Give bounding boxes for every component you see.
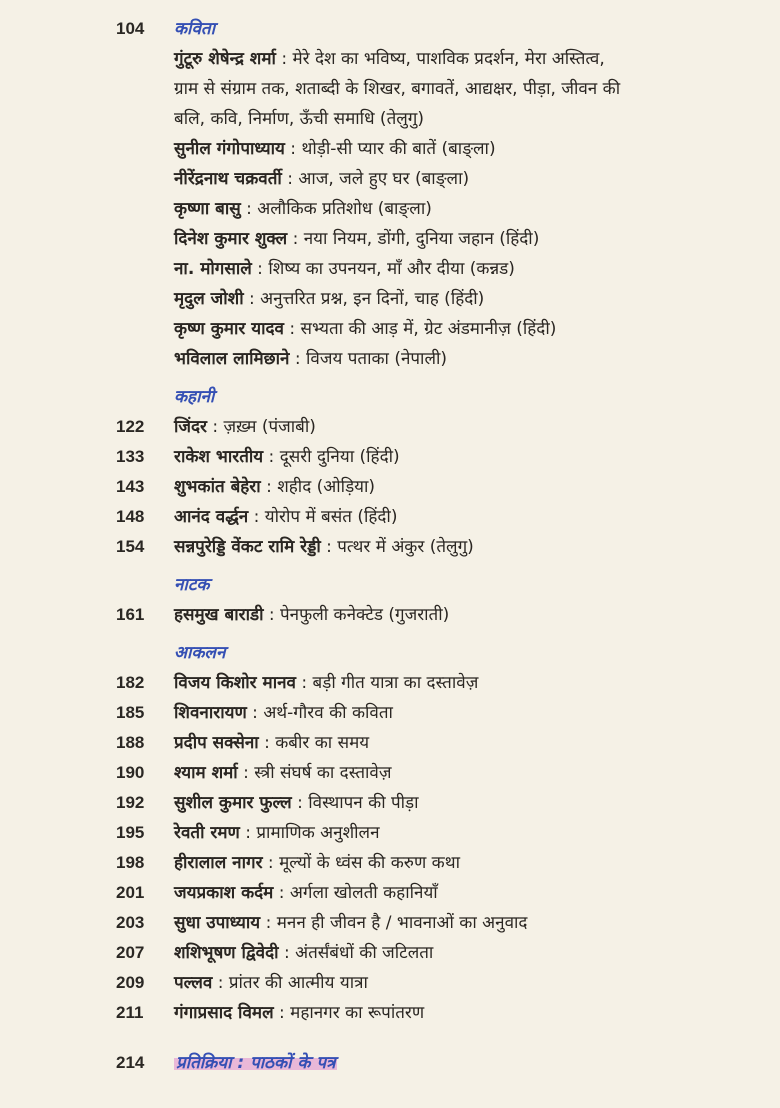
section-heading-row [0, 570, 780, 600]
toc-entry [0, 412, 780, 442]
author-name: शिवनारायण [174, 703, 247, 723]
work-titles: विस्थापन की पीड़ा [308, 793, 419, 813]
work-titles: प्रांतर की आत्मीय यात्रा [228, 973, 368, 993]
entry-text [174, 314, 634, 344]
work-titles: सभ्यता की आड़ में, ग्रेट अंडमानीज़ (हिंदी) [300, 319, 557, 339]
author-name: गंगाप्रसाद विमल [174, 1003, 274, 1023]
toc-entry [0, 878, 780, 908]
toc-entry [0, 938, 780, 968]
page-number: 195 [116, 823, 145, 842]
toc-entry [0, 908, 780, 938]
entry-text [174, 134, 634, 164]
section-heading-row [0, 638, 780, 668]
page-number: 201 [116, 883, 145, 902]
work-titles: अर्थ-गौरव की कविता [263, 703, 393, 723]
toc-entry [0, 698, 780, 728]
section-heading-row [0, 382, 780, 412]
author-name: जिंदर [174, 417, 207, 437]
toc-entry [0, 788, 780, 818]
toc-entry [0, 344, 780, 374]
toc-entry [0, 254, 780, 284]
entry-text [174, 968, 634, 998]
toc-entry [0, 998, 780, 1028]
toc-section [0, 14, 780, 374]
toc-entry [0, 224, 780, 254]
separator: : [281, 169, 299, 189]
author-name: हीरालाल नागर [174, 853, 263, 873]
author-name: शुभकांत बेहेरा [174, 477, 261, 497]
work-titles: नया नियम, डोंगी, दुनिया जहान (हिंदी) [303, 229, 540, 249]
entry-text [174, 472, 634, 502]
toc-entry [0, 728, 780, 758]
author-name: कृष्णा बासु [174, 199, 241, 219]
author-name: रेवती रमण [174, 823, 240, 843]
section-heading-row [0, 1048, 780, 1078]
separator: : [251, 259, 269, 279]
separator: : [260, 477, 278, 497]
page-number: 143 [116, 477, 145, 496]
entry-text [174, 998, 634, 1028]
author-name: आनंद वर्द्धन [174, 507, 249, 527]
toc-entry [0, 668, 780, 698]
entry-text [174, 600, 634, 630]
entry-text [174, 194, 634, 224]
section-heading-wrap [174, 14, 634, 44]
toc-entry [0, 472, 780, 502]
entry-text [174, 502, 634, 532]
separator: : [283, 319, 301, 339]
work-titles: मेरे देश का भविष्य, पाशविक प्रदर्शन, मेरा अस्तित्व, ग्राम से संग्राम तक, शताब्दी के शिखर, बगावतें, आद्यक्षर, पीड़ा, जीवन की बलि, कवि, निर्माण, ऊँची समाधि (तेलुगु) [174, 49, 621, 129]
work-titles: योरोप में बसंत (हिंदी) [264, 507, 398, 527]
separator: : [263, 447, 280, 467]
section-heading-wrap [174, 638, 634, 668]
separator: : [296, 673, 313, 693]
entry-text [174, 668, 634, 698]
entry-text [174, 938, 634, 968]
entry-text [174, 908, 634, 938]
section-heading: आकलन [174, 643, 226, 663]
toc-entry [0, 134, 780, 164]
work-titles: दूसरी दुनिया (हिंदी) [279, 447, 400, 467]
separator: : [262, 853, 280, 873]
work-titles: पत्थर में अंकुर (तेलुगु) [337, 537, 474, 557]
page-number: 182 [116, 673, 145, 692]
toc-entry [0, 502, 780, 532]
work-titles: कबीर का समय [275, 733, 370, 753]
author-name: दिनेश कुमार शुक्ल [174, 229, 288, 249]
author-name: कृष्ण कुमार यादव [174, 319, 284, 339]
author-name: सुधा उपाध्याय [174, 913, 261, 933]
section-heading: कविता [174, 19, 216, 39]
page-number: 148 [116, 507, 145, 526]
separator: : [273, 1003, 291, 1023]
toc-entry [0, 164, 780, 194]
entry-text [174, 698, 634, 728]
work-titles: प्रामाणिक अनुशीलन [256, 823, 380, 843]
entry-text [174, 788, 634, 818]
work-titles: स्त्री संघर्ष का दस्तावेज़ [254, 763, 392, 783]
separator: : [275, 49, 293, 69]
page-number: 198 [116, 853, 145, 872]
work-titles: ज़ख़्म (पंजाबी) [223, 417, 316, 437]
separator: : [240, 199, 258, 219]
author-name: भविलाल लामिछाने [174, 349, 290, 369]
entry-text [174, 728, 634, 758]
author-name: विजय किशोर मानव [174, 673, 296, 693]
entry-text [174, 758, 634, 788]
section-heading-wrap [174, 1048, 634, 1078]
author-name: सन्नपुरेड्डि वेंकट रामि रेड्डी [174, 537, 321, 557]
work-titles: अनुत्तरित प्रश्न, इन दिनों, चाह (हिंदी) [260, 289, 485, 309]
separator: : [239, 823, 257, 843]
work-titles: अलौकिक प्रतिशोध (बाङ्ला) [257, 199, 432, 219]
page-number: 211 [116, 1003, 144, 1022]
work-titles: अर्गला खोलती कहानियाँ [289, 883, 438, 903]
separator: : [284, 139, 302, 159]
toc-section [0, 638, 780, 1028]
author-name: राकेश भारतीय [174, 447, 264, 467]
author-name: मृदुल जोशी [174, 289, 244, 309]
work-titles: मनन ही जीवन है / भावनाओं का अनुवाद [276, 913, 528, 933]
author-name: हसमुख बाराडी [174, 605, 264, 625]
author-name: ना. मोगसाले [174, 259, 252, 279]
author-name: पल्लव [174, 973, 213, 993]
entry-text [174, 532, 634, 562]
separator: : [248, 507, 265, 527]
author-name: श्याम शर्मा [174, 763, 238, 783]
page-number: 192 [116, 793, 145, 812]
entry-text [174, 412, 634, 442]
separator: : [287, 229, 304, 249]
entry-text [174, 164, 634, 194]
page-number: 122 [116, 417, 145, 436]
author-name: नीरेंद्रनाथ चक्रवर्ती [174, 169, 282, 189]
work-titles: अंतर्संबंधों की जटिलता [295, 943, 434, 963]
toc-entry [0, 848, 780, 878]
page-number: 214 [116, 1053, 145, 1072]
section-heading: प्रतिक्रिया : पाठकों के पत्र [176, 1053, 336, 1073]
page-number: 188 [116, 733, 145, 752]
separator: : [289, 349, 306, 369]
author-name: सुनील गंगोपाध्याय [174, 139, 285, 159]
separator: : [237, 763, 255, 783]
separator: : [243, 289, 261, 309]
toc-entry [0, 532, 780, 562]
author-name: प्रदीप सक्सेना [174, 733, 259, 753]
page-number: 207 [116, 943, 145, 962]
author-name: शशिभूषण द्विवेदी [174, 943, 279, 963]
separator: : [258, 733, 276, 753]
toc-entry [0, 600, 780, 630]
separator: : [246, 703, 264, 723]
toc-entry [0, 44, 780, 134]
work-titles: विजय पताका (नेपाली) [305, 349, 448, 369]
author-name: गुंटूरु शेषेन्द्र शर्मा [174, 49, 276, 69]
section-heading-wrap [174, 382, 634, 412]
separator: : [320, 537, 338, 557]
page-number: 133 [116, 447, 145, 466]
work-titles: थोड़ी-सी प्यार की बातें (बाङ्ला) [301, 139, 496, 159]
separator: : [207, 417, 224, 437]
entry-text [174, 878, 634, 908]
entry-text [174, 344, 634, 374]
page-number: 190 [116, 763, 145, 782]
table-of-contents [0, 14, 780, 1078]
toc-entry [0, 818, 780, 848]
separator: : [291, 793, 309, 813]
work-titles: बड़ी गीत यात्रा का दस्तावेज़ [312, 673, 479, 693]
work-titles: पेनफुली कनेक्टेड (गुजराती) [280, 605, 450, 625]
page-number: 209 [116, 973, 145, 992]
section-heading-row [0, 14, 780, 44]
entry-text [174, 818, 634, 848]
work-titles: शहीद (ओड़िया) [277, 477, 376, 497]
toc-entry [0, 284, 780, 314]
separator: : [263, 605, 281, 625]
page-number: 104 [116, 19, 145, 38]
entry-text [174, 848, 634, 878]
toc-entry [0, 442, 780, 472]
toc-entry [0, 968, 780, 998]
separator: : [212, 973, 229, 993]
entry-text [174, 284, 634, 314]
entry-text [174, 44, 634, 134]
toc-section [0, 570, 780, 630]
separator: : [260, 913, 277, 933]
work-titles: महानगर का रूपांतरण [290, 1003, 425, 1023]
toc-section [0, 382, 780, 562]
page-number: 185 [116, 703, 145, 722]
toc-section [0, 1048, 780, 1078]
work-titles: आज, जले हुए घर (बाङ्ला) [298, 169, 470, 189]
author-name: सुशील कुमार फुल्ल [174, 793, 292, 813]
entry-text [174, 442, 634, 472]
toc-entry [0, 194, 780, 224]
separator: : [273, 883, 290, 903]
entry-text [174, 224, 634, 254]
section-heading: कहानी [174, 387, 215, 407]
section-heading: नाटक [174, 575, 210, 595]
toc-entry [0, 758, 780, 788]
page-number: 203 [116, 913, 145, 932]
section-heading-wrap [174, 570, 634, 600]
toc-entry [0, 314, 780, 344]
work-titles: शिष्य का उपनयन, माँ और दीया (कन्नड) [268, 259, 515, 279]
author-name: जयप्रकाश कर्दम [174, 883, 274, 903]
entry-text [174, 254, 634, 284]
page-number: 154 [116, 537, 145, 556]
page-number: 161 [116, 605, 145, 624]
work-titles: मूल्यों के ध्वंस की करुण कथा [279, 853, 460, 873]
separator: : [278, 943, 296, 963]
